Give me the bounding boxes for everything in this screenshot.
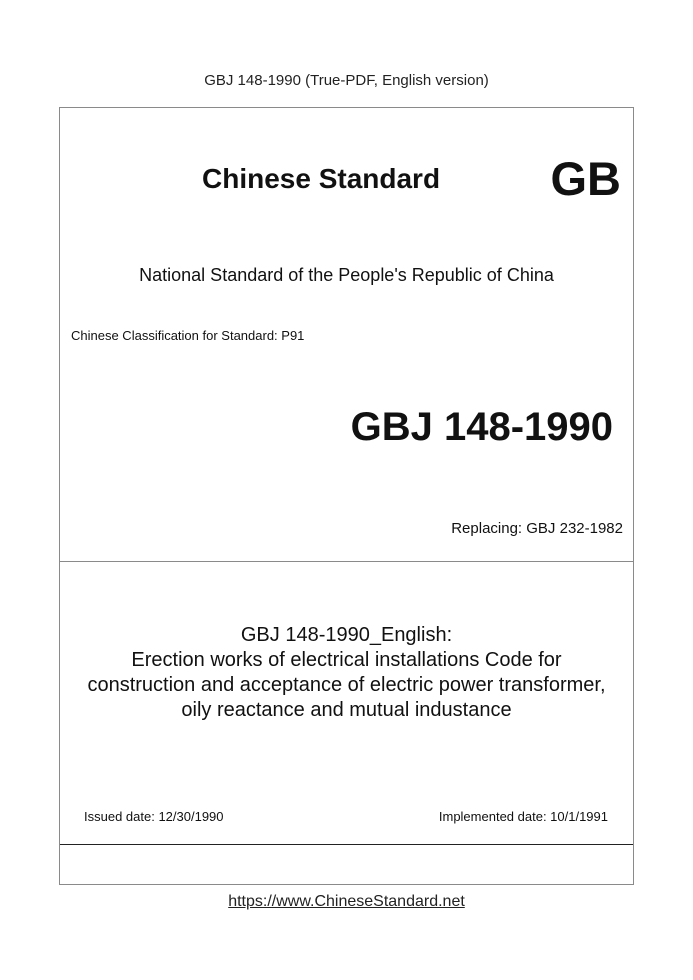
gb-mark: GB xyxy=(550,152,621,205)
website-link[interactable]: https://www.ChineseStandard.net xyxy=(228,893,465,910)
document-title-line: Erection works of electrical installations Code for xyxy=(131,649,562,671)
cover-subtitle: National Standard of the People's Republic of China xyxy=(139,265,554,285)
page-header: GBJ 148-1990 (True-PDF, English version) xyxy=(204,72,489,89)
document-title-line: oily reactance and mutual industance xyxy=(181,699,512,721)
implemented-date: Implemented date: 10/1/1991 xyxy=(438,809,608,824)
cover-title: Chinese Standard xyxy=(202,163,441,194)
title-row xyxy=(59,152,634,205)
classification-label: Chinese Classification for Standard: P91 xyxy=(71,328,305,343)
document-title-line: construction and acceptance of electric power transformer, xyxy=(87,674,606,696)
issued-date: Issued date: 12/30/1990 xyxy=(84,809,224,824)
cover-frame xyxy=(59,107,634,885)
section-divider xyxy=(60,561,633,562)
standard-number: GBJ 148-1990 xyxy=(350,405,613,449)
document-title xyxy=(59,623,634,723)
replacing-label: Replacing: GBJ 232-1982 xyxy=(451,520,623,537)
footer-box-divider xyxy=(60,844,633,845)
document-title-line: GBJ 148-1990_English: xyxy=(240,624,453,646)
